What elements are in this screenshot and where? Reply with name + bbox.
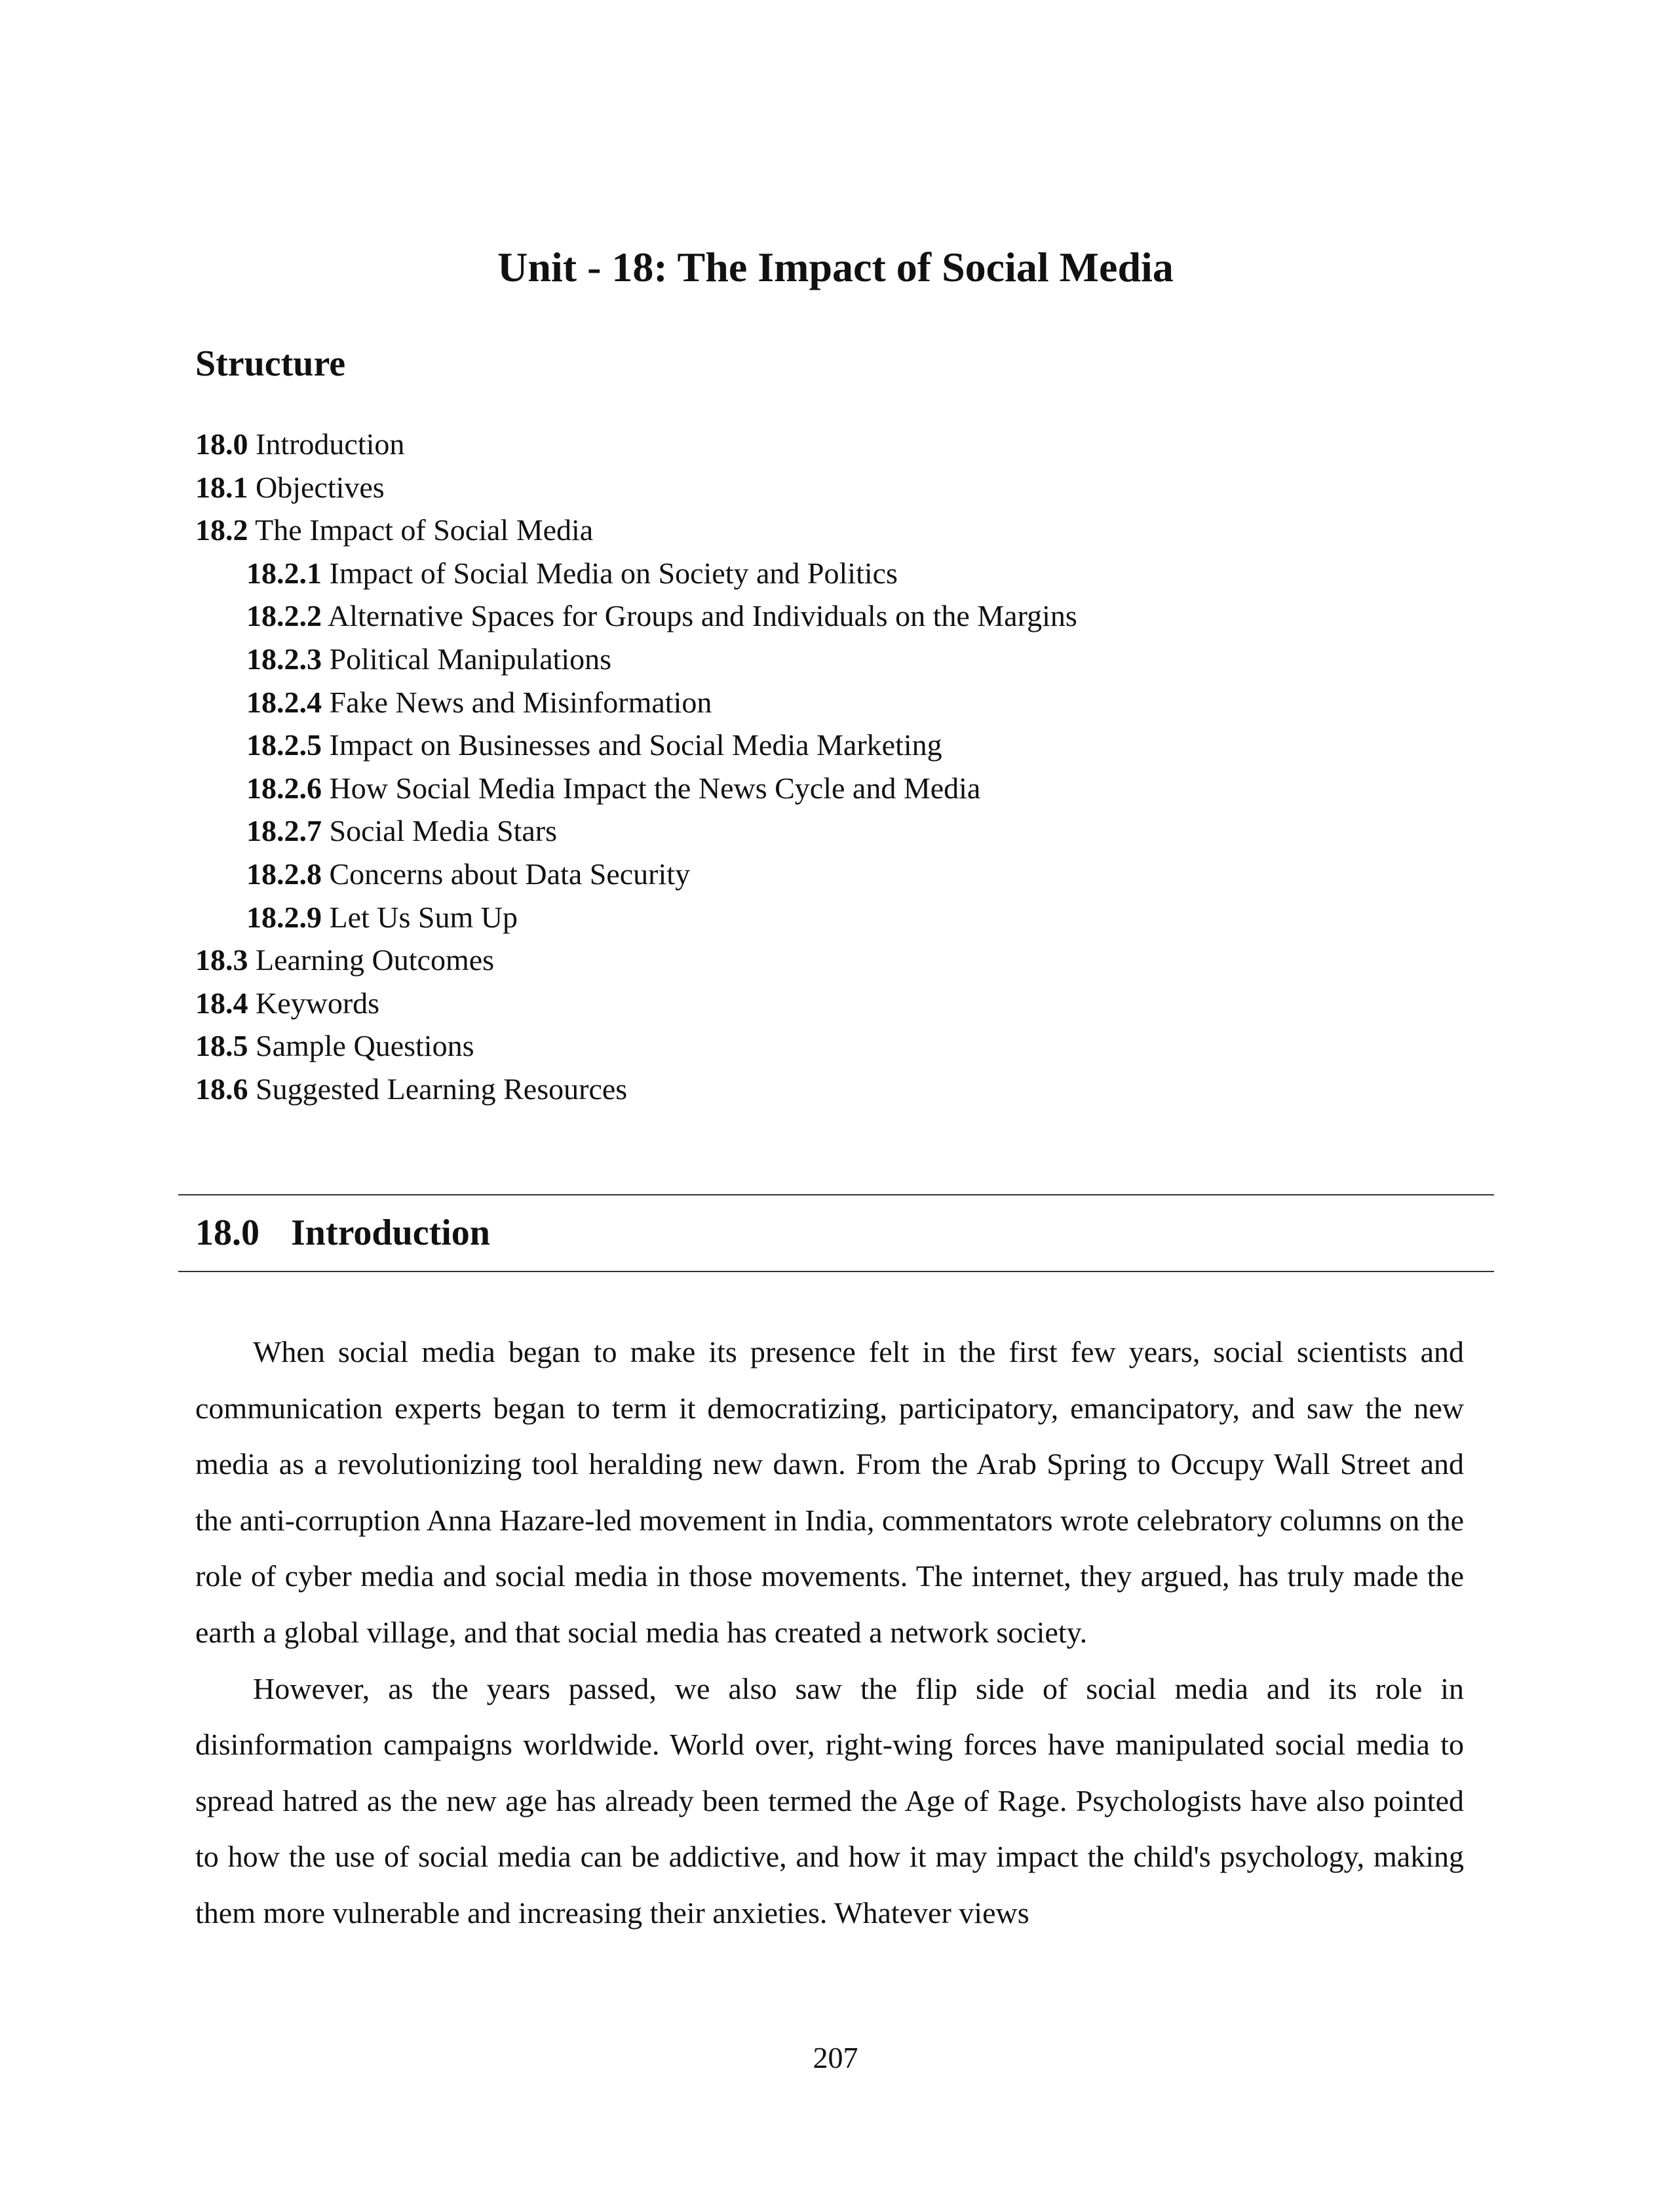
section-title: Introduction xyxy=(291,1213,490,1253)
page-number: 207 xyxy=(813,2041,858,2074)
toc-title: Sample Questions xyxy=(256,1029,474,1063)
toc-item-18-6 xyxy=(195,1068,1077,1111)
toc-number: 18.2.8 xyxy=(246,857,322,891)
toc-title: How Social Media Impact the News Cycle and Media xyxy=(329,771,981,805)
toc-item-18-2-5 xyxy=(195,724,1077,767)
toc-number: 18.2.6 xyxy=(246,771,322,805)
toc-number: 18.2.9 xyxy=(246,900,322,934)
toc-title: Objectives xyxy=(256,470,385,504)
section-rule-bottom xyxy=(178,1271,1494,1272)
toc-item-18-3 xyxy=(195,939,1077,982)
toc-number: 18.1 xyxy=(195,470,248,504)
toc-title: Impact on Businesses and Social Media Marketing xyxy=(329,728,942,762)
toc-title: Concerns about Data Security xyxy=(329,857,691,891)
section-heading-introduction xyxy=(195,1209,490,1256)
toc-number: 18.2.4 xyxy=(246,685,322,719)
toc-title: Fake News and Misinformation xyxy=(329,685,712,719)
toc-number: 18.2 xyxy=(195,513,248,547)
section-number: 18.0 xyxy=(195,1213,259,1253)
toc-title: Learning Outcomes xyxy=(256,943,495,977)
toc-number: 18.5 xyxy=(195,1029,248,1063)
toc-item-18-2-6 xyxy=(195,767,1077,810)
structure-heading: Structure xyxy=(195,343,346,384)
toc-title: The Impact of Social Media xyxy=(255,513,594,547)
toc-title: Let Us Sum Up xyxy=(329,900,518,934)
toc-item-18-2-1 xyxy=(195,552,1077,595)
table-of-contents xyxy=(195,423,1077,1111)
toc-item-18-1 xyxy=(195,466,1077,509)
toc-item-18-2-7 xyxy=(195,809,1077,853)
introduction-body xyxy=(195,1324,1464,1941)
unit-title: Unit - 18: The Impact of Social Media xyxy=(497,244,1174,290)
toc-title: Suggested Learning Resources xyxy=(256,1072,628,1106)
toc-number: 18.2.2 xyxy=(246,599,322,633)
toc-title: Social Media Stars xyxy=(329,814,557,848)
toc-title: Impact of Social Media on Society and Politics xyxy=(329,556,898,590)
toc-item-18-0 xyxy=(195,423,1077,466)
toc-number: 18.2.5 xyxy=(246,728,322,762)
toc-title: Alternative Spaces for Groups and Individuals on the Margins xyxy=(327,599,1077,633)
toc-number: 18.6 xyxy=(195,1072,248,1106)
toc-number: 18.2.3 xyxy=(246,642,322,676)
paragraph: However, as the years passed, we also saw the flip side of social media and its role in disinformation campaigns worldwide. World over, right-wing forces have manipulated social media to spread hatred as the new age has already been termed the Age of Rage. Psychologists have also pointed to how the use of social media can be addictive, and how it may impact the child's psychology, making them more vulnerable and increasing their anxieties. Whatever views xyxy=(195,1671,1464,1930)
toc-item-18-2-3 xyxy=(195,638,1077,681)
paragraph: When social media began to make its presence felt in the first few years, social scientists and communication experts began to term it democratizing, participatory, emancipatory, and saw the new media as a revolutionizing tool heralding new dawn. From the Arab Spring to Occupy Wall Street and the anti-corruption Anna Hazare-led movement in India, commentators wrote celebratory columns on the role of cyber media and social media in those movements. The internet, they argued, has truly made the earth a global village, and that social media has created a network society. xyxy=(195,1335,1464,1649)
toc-item-18-5 xyxy=(195,1024,1077,1068)
toc-item-18-2 xyxy=(195,509,1077,552)
toc-number: 18.2.7 xyxy=(246,814,322,848)
toc-number: 18.4 xyxy=(195,986,248,1020)
toc-title: Introduction xyxy=(256,427,405,461)
section-rule-top xyxy=(178,1194,1494,1195)
toc-item-18-2-2 xyxy=(195,594,1077,638)
toc-item-18-2-8 xyxy=(195,853,1077,896)
toc-item-18-4 xyxy=(195,982,1077,1025)
toc-number: 18.3 xyxy=(195,943,248,977)
toc-number: 18.0 xyxy=(195,427,248,461)
toc-title: Keywords xyxy=(256,986,380,1020)
toc-number: 18.2.1 xyxy=(246,556,322,590)
toc-title: Political Manipulations xyxy=(329,642,612,676)
toc-item-18-2-9 xyxy=(195,896,1077,939)
toc-item-18-2-4 xyxy=(195,681,1077,724)
